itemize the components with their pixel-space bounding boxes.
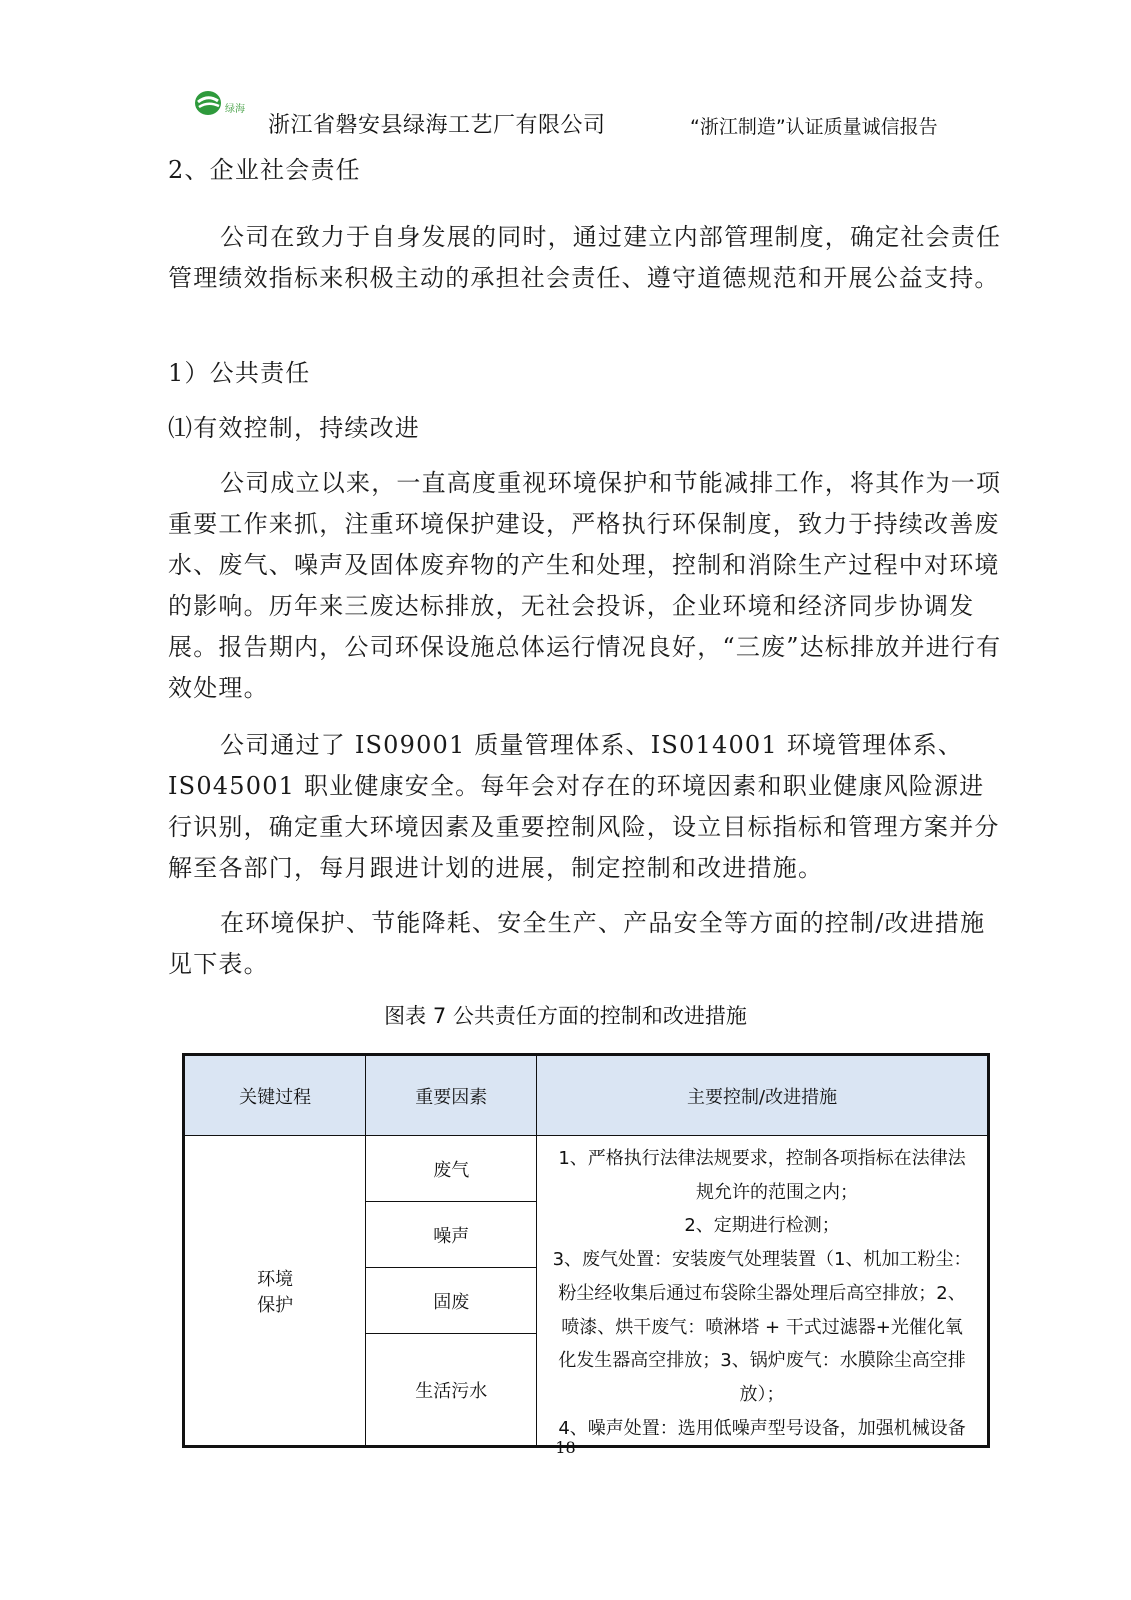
measures-table <box>182 1053 990 1448</box>
company-logo-icon <box>193 88 255 118</box>
measure-line: 1、严格执行法律法规要求，控制各项指标在法律法 <box>558 1148 966 1169</box>
section-heading: 2、企业社会责任 <box>168 156 361 184</box>
measure-line: 放）； <box>739 1383 785 1405</box>
table-caption: 图表 7 公共责任方面的控制和改进措施 <box>384 1004 747 1028</box>
page-number: 18 <box>555 1438 576 1457</box>
measures-cell <box>537 1136 989 1447</box>
measure-line: 4、噪声处置：选用低噪声型号设备，加强机械设备 <box>558 1417 966 1439</box>
process-label-line2: 保护 <box>257 1294 294 1316</box>
process-label-line1: 环境 <box>257 1268 294 1290</box>
factor-cell: 噪声 <box>366 1202 537 1268</box>
header-important-factor: 重要因素 <box>366 1055 537 1136</box>
paragraph-environment: 公司成立以来，一直高度重视环境保护和节能减排工作，将其作为一项重要工作来抓，注重环境保护建设，严格执行环保制度，致力于持续改善废水、废气、噪声及固体废弃物的产生和处理，控制和消除生产过程中对环境的影响。历年来三废达标排放，无社会投诉，企业环境和经济同步协调发展。报告期内，公司环保设施总体运行情况良好，“三废”达标排放并进行有效处理。 <box>168 469 1002 702</box>
factor-cell: 固废 <box>366 1268 537 1334</box>
intro-paragraph: 公司在致力于自身发展的同时，通过建立内部管理制度，确定社会责任管理绩效指标来积极主动的承担社会责任、遵守道德规范和开展公益支持。 <box>168 223 1002 292</box>
logo-text: 绿海 <box>225 104 245 115</box>
measure-line: 化发生器高空排放；3、锅炉废气：水膜除尘高空排 <box>558 1350 966 1372</box>
measure-line: 3、废气处置：安装废气处理装置（1、机加工粉尘： <box>552 1249 972 1271</box>
table-header-row <box>184 1055 989 1136</box>
measure-line: 规允许的范围之内； <box>696 1181 859 1203</box>
paragraph-certifications: 公司通过了 IS09001 质量管理体系、IS014001 环境管理体系、IS045001 职业健康安全。每年会对存在的环境因素和职业健康风险源进行识别，确定重大环境因素及重要控制风险，设立目标指标和管理方案并分解至各部门，每月跟进计划的进展，制定控制和改进措施。 <box>168 731 1000 882</box>
paragraph-table-intro: 在环境保护、节能降耗、安全生产、产品安全等方面的控制/改进措施见下表。 <box>168 909 986 978</box>
subheading-public-responsibility: 1）公共责任 <box>168 359 311 387</box>
factor-cell: 废气 <box>366 1136 537 1202</box>
factor-cell: 生活污水 <box>366 1334 537 1447</box>
table-row <box>184 1136 989 1202</box>
measure-line: 粉尘经收集后通过布袋除尘器处理后高空排放；2、 <box>558 1282 966 1304</box>
header-main-measures: 主要控制/改进措施 <box>537 1055 989 1136</box>
measure-line: 喷漆、烘干废气：喷淋塔 + 干式过滤器+光催化氧 <box>561 1316 963 1338</box>
process-cell-environment <box>184 1136 366 1447</box>
header-company-name: 浙江省磐安县绿海工艺厂有限公司 <box>268 113 606 138</box>
measure-line: 2、定期进行检测； <box>684 1215 840 1237</box>
subheading-effective-control: ⑴有效控制，持续改进 <box>168 414 420 442</box>
header-report-title: “浙江制造”认证质量诚信报告 <box>690 116 938 138</box>
header-key-process: 关键过程 <box>184 1055 366 1136</box>
